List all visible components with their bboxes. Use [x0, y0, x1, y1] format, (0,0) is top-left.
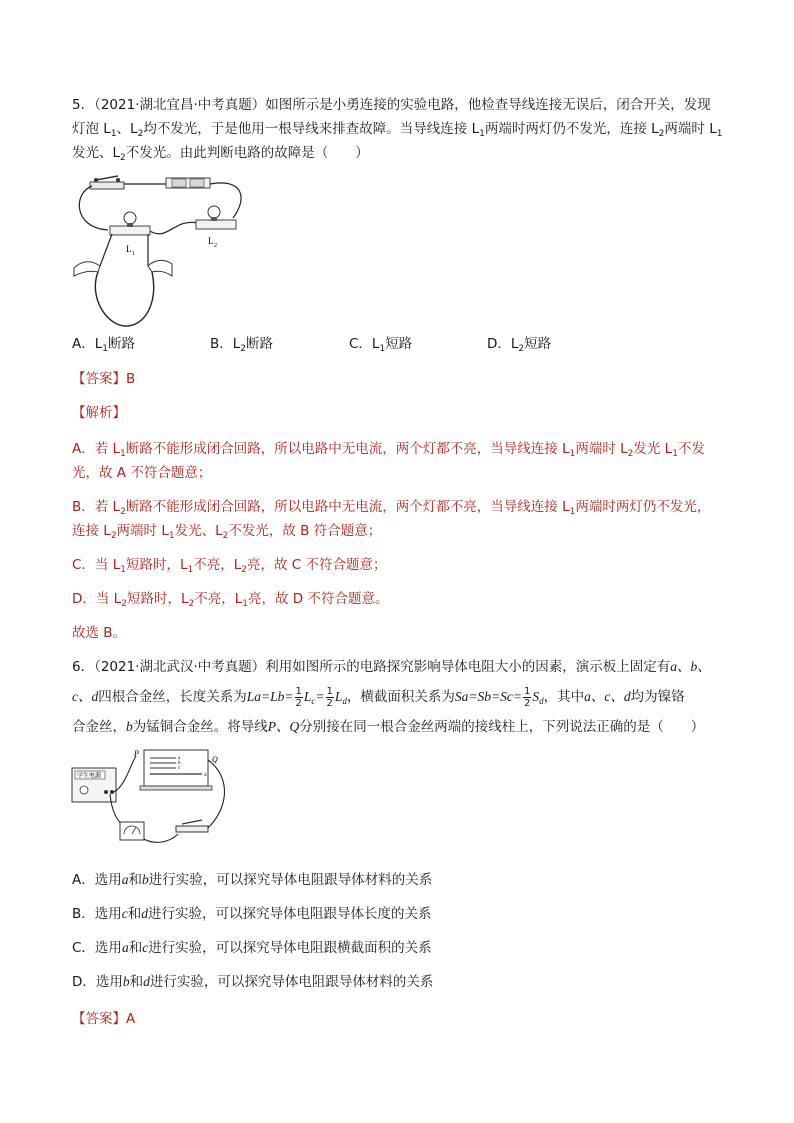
svg-text:d: d — [204, 773, 207, 778]
q5-explain-a-line1: A．若 $L_1$断路不能形成闭合回路，所以电路中无电流，两个灯都不亮，当导线连接 $L_1$两端时 $L_2$发光 $L_1$不发 — [72, 441, 705, 459]
q5-stem-line3: 发光、$L_2$不发光。由此判断电路的故障是（ ） — [72, 145, 369, 163]
svg-text:b: b — [178, 761, 181, 766]
svg-text:2: 2 — [214, 243, 217, 249]
q5-stem-line1: 5．（2021·湖北宜昌·中考真题）如图所示是小勇连接的实验电路，他检查导线连接无误后，闭合开关，发现 — [72, 97, 711, 113]
q5-option-c[interactable]: C．$L_1$短路 — [349, 336, 413, 354]
lamp-l2-icon — [196, 206, 236, 229]
switch-icon — [176, 820, 208, 832]
q6-option-a[interactable]: A．选用a和b进行实验，可以探究导体电阻跟导体材料的关系 — [72, 872, 433, 888]
q5-option-b[interactable]: B．$L_2$断路 — [210, 336, 274, 354]
q6-stem-line3: 合金丝，b为锰铜合金丝。将导线P、Q分别接在同一根合金丝两端的接线柱上，下列说法正确的是（ ） — [72, 719, 705, 735]
q6-option-b[interactable]: B．选用c和d进行实验，可以探究导体电阻跟导体长度的关系 — [72, 906, 432, 922]
q5-explain-b-line2: 连接 $L_2$两端时 $L_1$发光、$L_2$不发光，故 B 符合题意； — [72, 523, 382, 541]
q6-stem-line1: 6．（2021·湖北武汉·中考真题）利用如图所示的电路探究影响导体电阻大小的因素，演示板上固定有a、b、 — [72, 659, 711, 675]
lamp-l1-icon — [110, 212, 150, 235]
label-l1: L — [126, 244, 132, 254]
q6-option-d[interactable]: D．选用b和d进行实验，可以探究导体电阻跟导体材料的关系 — [72, 974, 434, 990]
q5-explain-d: D．当 $L_2$短路时，$L_2$不亮，$L_1$亮，故 D 不符合题意。 — [72, 591, 389, 609]
label-l2: L — [208, 236, 214, 246]
battery-icon — [166, 178, 210, 188]
power-supply-icon — [72, 768, 116, 802]
q5-option-d[interactable]: D．$L_2$短路 — [487, 336, 552, 354]
svg-text:学生电源: 学生电源 — [77, 773, 102, 780]
svg-text:a: a — [178, 756, 181, 761]
q5-answer: 【答案】B — [72, 371, 136, 387]
label-p: P — [134, 749, 139, 758]
demo-board-icon — [140, 750, 212, 790]
q5-explain-a-line2: 光，故 A 不符合题意； — [72, 465, 212, 481]
q5-conclusion: 故选 B。 — [72, 625, 127, 641]
q5-option-a[interactable]: A．$L_1$断路 — [72, 336, 135, 354]
q5-stem-line2: 灯泡 $L_1$、$L_2$均不发光，于是他用一根导线来排查故障。当导线连接 $L_1$两端时两灯仍不发光，连接 $L_2$两端时 $L_1$ — [72, 121, 723, 139]
q5-explain-c: C．当 $L_1$短路时，$L_1$不亮，$L_2$亮，故 C 不符合题意； — [72, 557, 387, 575]
q5-circuit-figure — [68, 168, 278, 333]
q6-answer: 【答案】A — [72, 1011, 136, 1027]
hands-icon — [74, 234, 172, 326]
svg-text:c: c — [178, 766, 181, 771]
q6-circuit-figure — [70, 746, 250, 858]
svg-text:1: 1 — [132, 251, 135, 257]
q6-option-c[interactable]: C．选用a和c进行实验，可以探究导体电阻跟横截面积的关系 — [72, 940, 432, 956]
q5-explain-b-line1: B．若 $L_2$断路不能形成闭合回路，所以电路中无电流，两个灯都不亮，当导线连接 $L_1$两端时两灯仍不发光， — [72, 499, 711, 517]
label-q: Q — [212, 755, 218, 764]
ammeter-icon — [120, 822, 144, 840]
q5-analysis-label: 【解析】 — [72, 405, 126, 421]
q6-stem-line2: c、d四根合金丝，长度关系为La=Lb= $\frac{1}{2}$ $L_c=$ $\frac{1}{2}$ $L_d$，横截面积关系为Sa=Sb=Sc= $\frac{1}{2}$ $S_d$，其中a、c、d均为镍铬 — [72, 685, 685, 709]
switch-icon — [90, 176, 124, 189]
